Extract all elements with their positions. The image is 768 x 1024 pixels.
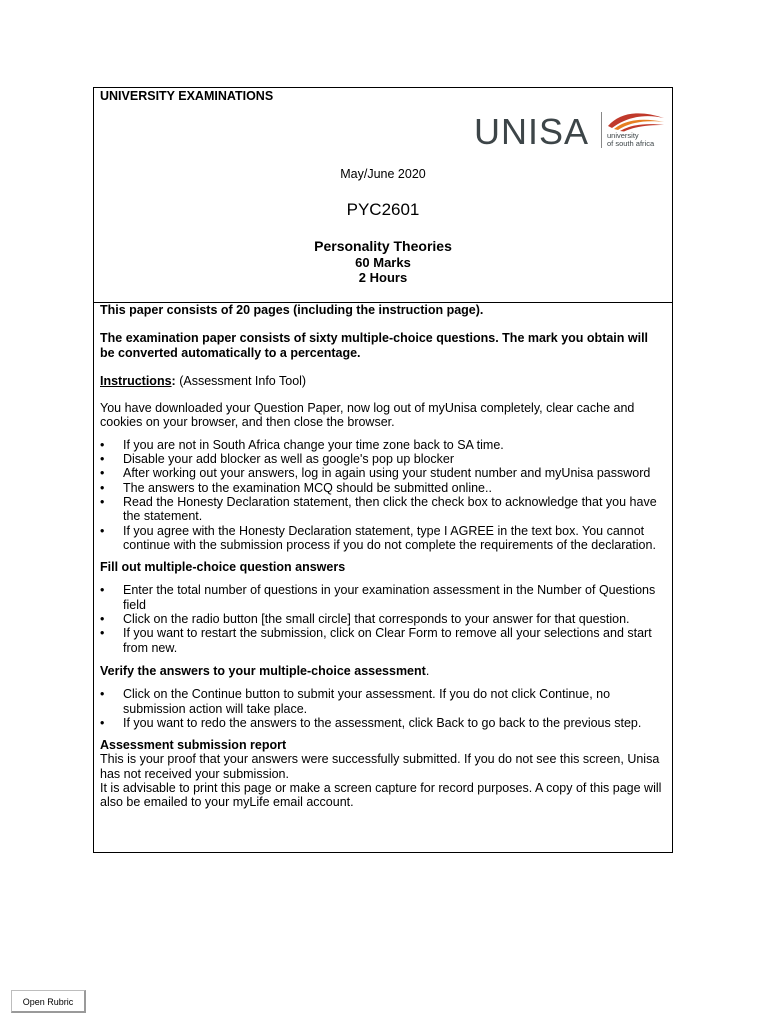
downloaded-note: You have downloaded your Question Paper, now log out of myUnisa completely, clear cache and cookies on your browser, and then close the browser.	[100, 401, 635, 430]
open-rubric-button[interactable]: Open Rubric	[11, 990, 86, 1013]
university-examinations-label: UNIVERSITY EXAMINATIONS	[100, 89, 274, 103]
list-item: • If you agree with the Honesty Declaration statement, type I AGREE in the text box. You cannot continue with the submission process if you do not complete the requirements of the declaration.	[100, 524, 666, 553]
course-title: Personality Theories	[314, 238, 452, 254]
duration: 2 Hours	[358, 270, 408, 285]
instructions-tool: (Assessment Info Tool)	[175, 373, 307, 388]
logo-wordmark: UNISA	[474, 111, 590, 152]
instructions-line: Instructions: (Assessment Info Tool)	[100, 373, 307, 388]
list-item: • If you want to restart the submission, click on Clear Form to remove all your selections and start from new.	[100, 626, 666, 655]
fill-instructions-list	[100, 583, 666, 654]
verify-heading: Verify the answers to your multiple-choice assessment	[100, 663, 426, 678]
report-text-2: It is advisable to print this page or make a screen capture for record purposes. A copy of this page will also be emailed to your myLife email account.	[100, 781, 662, 810]
instructions-label: Instructions	[100, 373, 172, 388]
list-item: • Click on the radio button [the small circle] that corresponds to your answer for that question.	[100, 612, 666, 626]
logo-subtitle: university of south africa	[607, 131, 655, 148]
mcq-info: The examination paper consists of sixty multiple-choice questions. The mark you obtain will be converted automatically to a percentage.	[100, 331, 649, 360]
list-item: • Click on the Continue button to submit your assessment. If you do not click Continue, no submission action will take place.	[100, 687, 666, 716]
logo-swoosh-icon	[606, 110, 666, 132]
module-code: PYC2601	[346, 200, 420, 219]
header-cell	[94, 88, 672, 303]
general-instructions-list	[100, 438, 666, 552]
report-heading: Assessment submission report	[100, 738, 287, 753]
verify-heading-line: Verify the answers to your multiple-choice assessment.	[100, 663, 430, 678]
unisa-logo	[474, 110, 669, 152]
instructions-cell	[100, 303, 666, 810]
verify-instructions-list	[100, 687, 666, 730]
logo-divider	[601, 112, 602, 148]
list-item: • Enter the total number of questions in your examination assessment in the Number of Questions field	[100, 583, 666, 612]
exam-date: May/June 2020	[340, 167, 426, 181]
list-item: • If you want to redo the answers to the assessment, click Back to go back to the previous step.	[100, 716, 666, 730]
list-item: • The answers to the examination MCQ should be submitted online..	[100, 481, 666, 495]
exam-cover-frame	[93, 87, 673, 853]
list-item: • Read the Honesty Declaration statement, then click the check box to acknowledge that you have the statement.	[100, 495, 666, 524]
page-count-note: This paper consists of 20 pages (including the instruction page).	[100, 303, 484, 317]
fill-heading: Fill out multiple-choice question answers	[100, 560, 346, 575]
list-item: • If you are not in South Africa change your time zone back to SA time.	[100, 438, 666, 452]
list-item: • Disable your add blocker as well as google's pop up blocker	[100, 452, 666, 466]
total-marks: 60 Marks	[355, 255, 411, 270]
report-text-1: This is your proof that your answers were successfully submitted. If you do not see this screen, Unisa has not received your submission.	[100, 752, 660, 781]
list-item: • After working out your answers, log in again using your student number and myUnisa password	[100, 466, 666, 480]
